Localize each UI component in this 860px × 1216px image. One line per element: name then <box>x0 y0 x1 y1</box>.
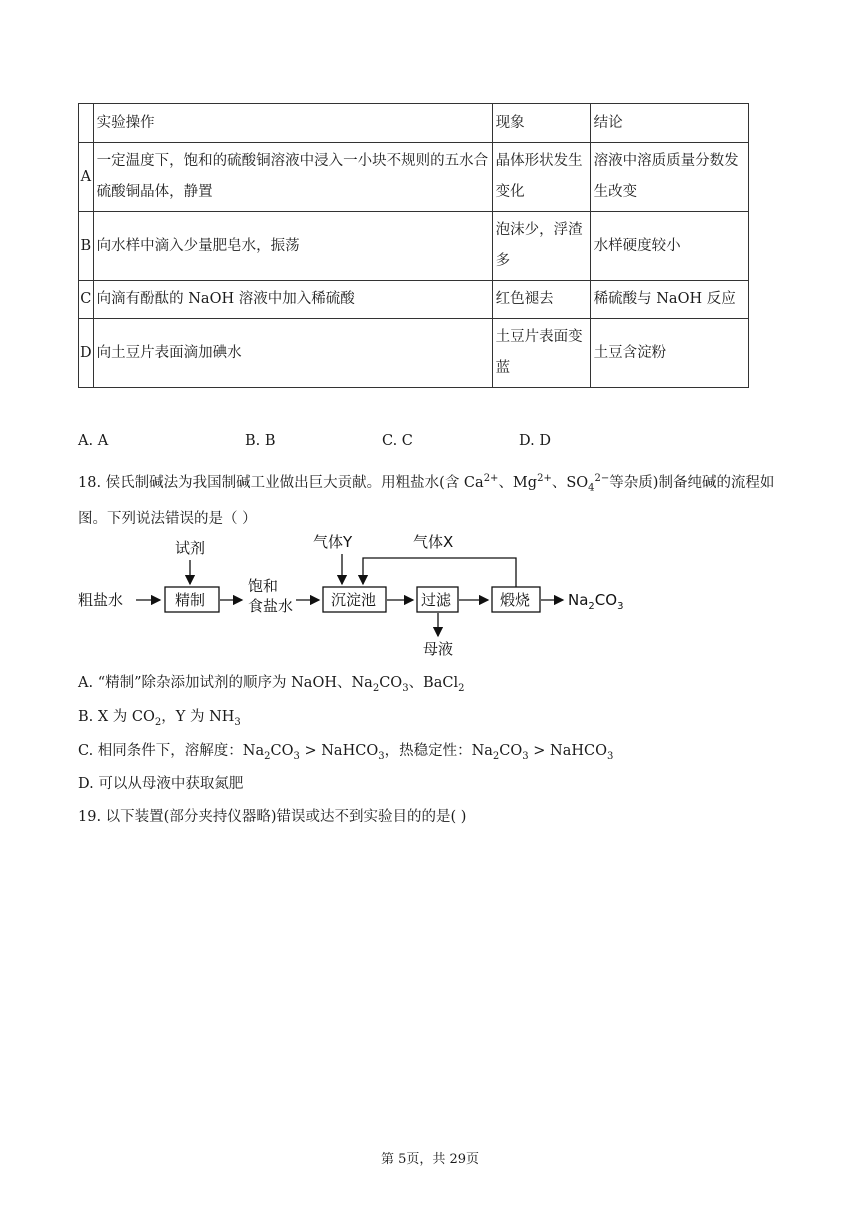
table-header-cell: 现象 <box>492 104 590 143</box>
conclusion-cell: 稀硫酸与 NaOH 反应 <box>590 281 748 319</box>
opt-b-t2: ，Y 为 NH <box>161 709 235 725</box>
filter-label: 过滤 <box>421 591 452 609</box>
q19-stem <box>78 802 778 832</box>
opt-a-t1: A. “精制”除杂添加试剂的顺序为 NaOH、Na <box>78 675 373 691</box>
conclusion-cell: 水样硬度较小 <box>590 212 748 281</box>
ca-charge: 2+ <box>483 473 499 484</box>
table-header-row <box>79 104 749 143</box>
opt-c-t1: C. 相同条件下，溶解度：Na <box>78 743 265 759</box>
opt-c-s5: 3 <box>522 750 529 762</box>
product-na: Na <box>568 591 589 609</box>
opt-c-s4: 2 <box>492 750 500 762</box>
q18-option-a[interactable] <box>78 668 778 704</box>
q18-stem-part2: 等杂质)制备纯碱的流程如 <box>609 474 775 491</box>
product-sub2: 2 <box>588 601 595 612</box>
operation-cell: 一定温度下，饱和的硫酸铜溶液中浸入一小块不规则的五水合硫酸铜晶体，静置 <box>93 143 492 212</box>
phenomenon-cell: 泡沫少，浮渣多 <box>492 212 590 281</box>
q18-stem <box>78 464 778 534</box>
table-row <box>79 212 749 281</box>
opt-c-s3: 3 <box>378 750 385 762</box>
opt-a-s3: 2 <box>458 682 465 694</box>
opt-c-t4: ，热稳定性：Na <box>384 743 493 759</box>
reagent-label: 试剂 <box>175 539 206 557</box>
q18-option-c[interactable] <box>78 736 778 772</box>
recycle-gas-x-line <box>363 558 516 587</box>
saturated-line1: 饱和 <box>248 577 279 595</box>
row-label: B <box>79 212 94 281</box>
opt-c-s6: 3 <box>606 750 614 762</box>
row-label: D <box>79 319 94 388</box>
input-label: 粗盐水 <box>78 591 124 609</box>
phenomenon-cell: 晶体形状发生变化 <box>492 143 590 212</box>
product-sub3: 3 <box>617 601 624 612</box>
opt-c-t6: > NaHCO <box>528 743 607 759</box>
page-footer: 第 5页，共 29页 <box>380 1152 480 1167</box>
table-row <box>79 281 749 319</box>
opt-a-s1: 2 <box>372 682 380 694</box>
q18-option-d[interactable] <box>78 769 778 799</box>
opt-c-t2: CO <box>270 743 294 759</box>
so4-charge: 2− <box>594 473 610 484</box>
gas-y-label: 气体Y <box>313 533 353 551</box>
table-header-cell: 实验操作 <box>93 104 492 143</box>
operation-cell: 向水样中滴入少量肥皂水，振荡 <box>93 212 492 281</box>
process-flow-diagram <box>78 530 638 665</box>
table-header-cell <box>79 104 94 143</box>
experiment-table <box>78 103 749 388</box>
mg-charge: 2+ <box>537 473 552 484</box>
q17-option-a[interactable]: A. A <box>78 433 109 449</box>
table-row <box>79 143 749 212</box>
q18-sep1: 、Mg <box>498 474 538 491</box>
operation-cell: 向土豆片表面滴加碘水 <box>93 319 492 388</box>
phenomenon-cell: 红色褪去 <box>492 281 590 319</box>
refine-label: 精制 <box>175 591 206 609</box>
row-label: A <box>79 143 94 212</box>
conclusion-cell: 土豆含淀粉 <box>590 319 748 388</box>
opt-d-t1: D. 可以从母液中获取氮肥 <box>78 776 244 792</box>
opt-a-t2: CO <box>379 675 403 691</box>
q18-sep2: 、SO <box>551 474 589 491</box>
calcine-label: 煅烧 <box>500 591 531 609</box>
opt-c-t3: > NaHCO <box>299 743 379 759</box>
q17-option-d[interactable]: D. D <box>519 433 551 449</box>
gas-x-label: 气体X <box>413 533 454 551</box>
q17-options <box>78 433 778 457</box>
opt-c-s1: 2 <box>264 750 271 762</box>
so4-subscript: 4 <box>588 482 595 494</box>
opt-a-t3: 、BaCl <box>408 675 459 691</box>
saturated-line2: 食盐水 <box>248 597 294 615</box>
opt-b-s1: 2 <box>154 716 162 728</box>
q19-text: 19. 以下装置(部分夹持仪器略)错误或达不到实验目的的是( ) <box>78 809 467 825</box>
opt-c-t5: CO <box>499 743 523 759</box>
table-header-cell: 结论 <box>590 104 748 143</box>
product-label <box>568 591 623 612</box>
operation-cell: 向滴有酚酞的 NaOH 溶液中加入稀硫酸 <box>93 281 492 319</box>
precipitation-label: 沉淀池 <box>331 591 377 609</box>
q18-stem-line2: 图。下列说法错误的是（ ） <box>78 510 257 527</box>
phenomenon-cell: 土豆片表面变蓝 <box>492 319 590 388</box>
conclusion-cell: 溶液中溶质质量分数发生改变 <box>590 143 748 212</box>
q17-option-b[interactable]: B. B <box>245 433 276 449</box>
q17-option-c[interactable]: C. C <box>382 433 413 449</box>
mother-liquor-label: 母液 <box>423 640 454 658</box>
product-co: CO <box>594 591 618 609</box>
opt-c-s2: 3 <box>293 750 300 762</box>
opt-b-t1: B. X 为 CO <box>78 709 155 725</box>
row-label: C <box>79 281 94 319</box>
opt-a-s2: 3 <box>402 682 409 694</box>
opt-b-s2: 3 <box>234 716 241 728</box>
q18-stem-part1: 侯氏制碱法为我国制碱工业做出巨大贡献。用粗盐水(含 Ca <box>105 474 484 491</box>
q18-option-b[interactable] <box>78 702 778 738</box>
flow-svg <box>78 530 638 665</box>
q18-number: 18. <box>78 474 102 491</box>
table-row <box>79 319 749 388</box>
